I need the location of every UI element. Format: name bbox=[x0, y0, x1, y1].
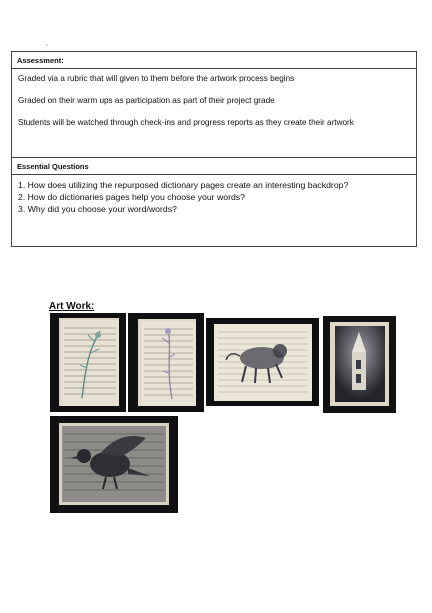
artwork-image-4 bbox=[323, 316, 396, 413]
essential-questions-heading: Essential Questions bbox=[12, 158, 416, 175]
assessment-line: Graded via a rubric that will given to them before the artwork process begins bbox=[18, 74, 295, 83]
artwork-heading: Art Work: bbox=[49, 301, 95, 312]
artwork-image-3 bbox=[206, 318, 319, 406]
artwork-image-2 bbox=[128, 313, 204, 412]
assessment-box bbox=[11, 51, 417, 158]
question-item: 2. How do dictionaries pages help you choose your words? bbox=[18, 192, 245, 202]
assessment-heading: Assessment: bbox=[12, 52, 416, 69]
artwork-image-5 bbox=[50, 416, 178, 513]
essential-questions-box bbox=[11, 157, 417, 247]
assessment-line: Graded on their warm ups as participation as part of their project grade bbox=[18, 96, 275, 105]
question-item: 3. Why did you choose your word/words? bbox=[18, 204, 177, 214]
page-mark: ° bbox=[46, 44, 48, 50]
artwork-image-1 bbox=[50, 313, 126, 412]
question-item: 1. How does utilizing the repurposed dictionary pages create an interesting backdrop? bbox=[18, 180, 349, 190]
assessment-line: Students will be watched through check-ins and progress reports as they create their artwork bbox=[18, 118, 354, 127]
